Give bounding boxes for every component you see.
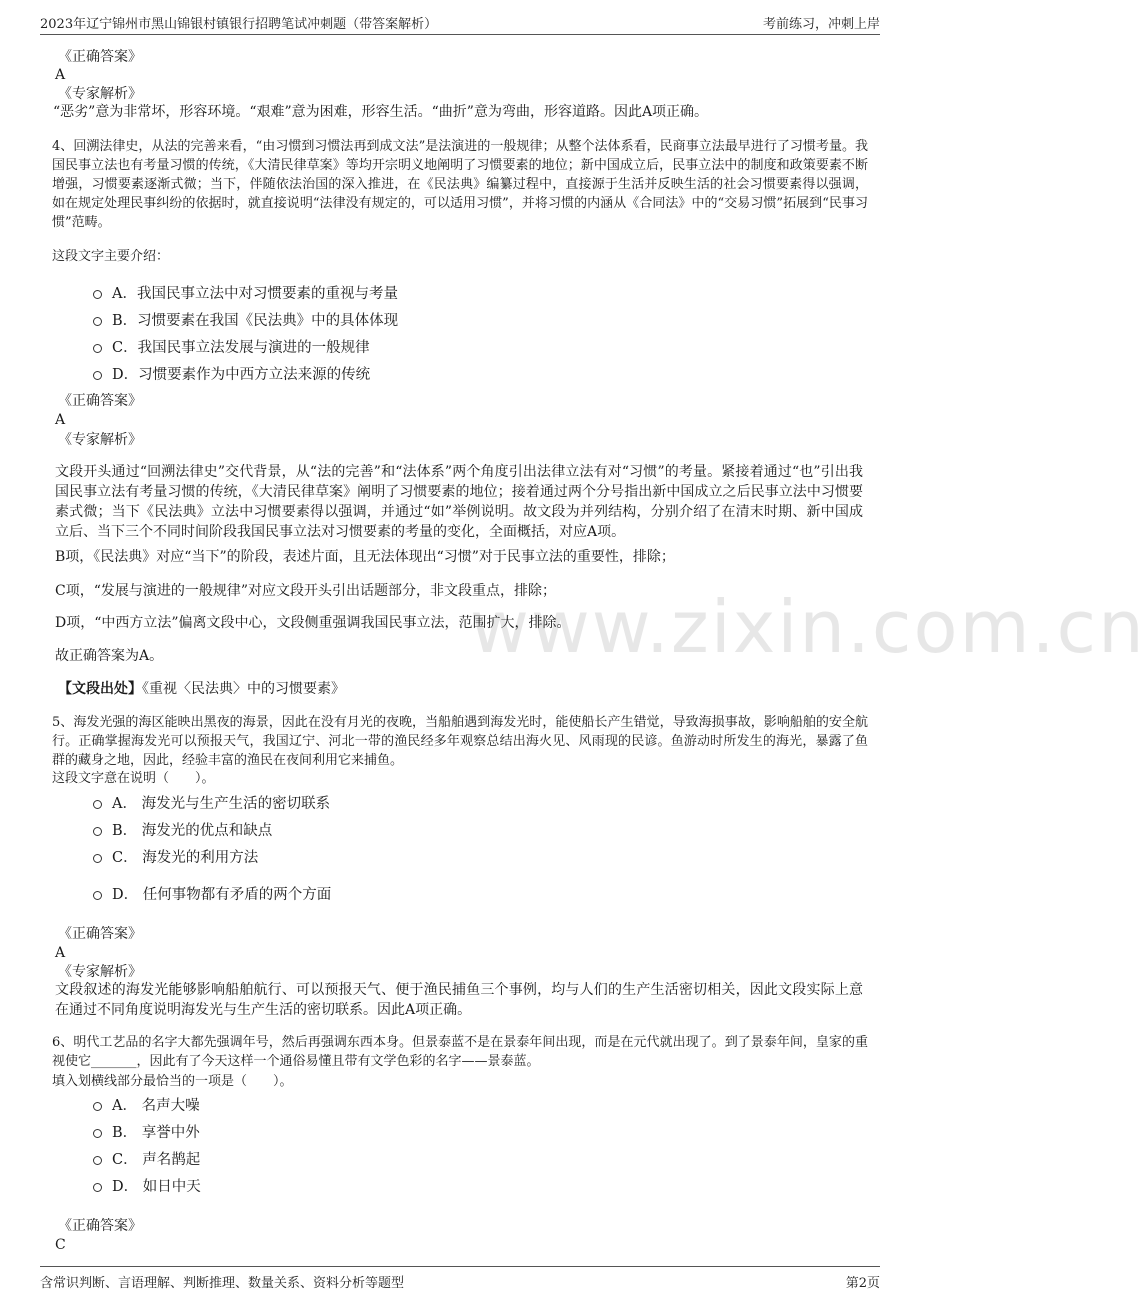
- analysis-text: D项，“中西方立法”偏离文段中心，文段侧重强调我国民事立法，范围扩大，排除。: [55, 615, 571, 631]
- header-slogan: 考前练习，冲刺上岸: [762, 17, 880, 32]
- option-d[interactable]: [93, 883, 331, 904]
- radio-icon[interactable]: [93, 371, 102, 380]
- radio-icon[interactable]: [93, 1129, 102, 1138]
- answer-label: 《正确答案》: [58, 926, 142, 942]
- option-a[interactable]: [93, 792, 330, 813]
- option-label: C．我国民事立法发展与演进的一般规律: [112, 340, 370, 356]
- analysis-text: “恶劣”意为非常坏，形容环境。“艰难”意为困难，形容生活。“曲折”意为弯曲，形容道路。因此A项正确。: [53, 104, 709, 120]
- option-label: A． 名声大噪: [112, 1098, 200, 1114]
- option-label: D．习惯要素作为中西方立法来源的传统: [112, 367, 371, 383]
- option-d[interactable]: [93, 1175, 201, 1196]
- option-label: B． 海发光的优点和缺点: [112, 823, 273, 839]
- answer-value: A: [55, 67, 66, 83]
- option-label: B．习惯要素在我国《民法典》中的具体体现: [112, 313, 399, 329]
- header-title: 2023年辽宁锦州市黑山锦银村镇银行招聘笔试冲刺题（带答案解析）: [40, 17, 438, 32]
- option-label: C． 声名鹊起: [112, 1152, 201, 1168]
- analysis-label: 《专家解析》: [58, 964, 142, 980]
- source-label: 【文段出处】: [58, 681, 142, 697]
- radio-icon[interactable]: [93, 290, 102, 299]
- option-label: C． 海发光的利用方法: [112, 850, 259, 866]
- analysis-text: B项，《民法典》对应“当下”的阶段，表述片面，且无法体现出“习惯”对于民事立法的重要性，排除；: [55, 549, 675, 565]
- footer-divider: [40, 1266, 880, 1267]
- option-a[interactable]: [93, 282, 398, 303]
- option-b[interactable]: [93, 819, 272, 840]
- answer-label: 《正确答案》: [58, 1218, 142, 1234]
- answer-label: 《正确答案》: [58, 393, 142, 409]
- option-c[interactable]: [93, 846, 258, 867]
- question-prompt: 填入划横线部分最恰当的一项是（ ）。: [52, 1074, 293, 1089]
- analysis-text: 文段叙述的海发光能够影响船舶航行、可以预报天气、便于渔民捕鱼三个事例，均与人们的生产生活密切相关，因此文段实际上意在通过不同角度说明海发光与生产生活的密切联系。因此A项正确。: [55, 982, 863, 1018]
- radio-icon[interactable]: [93, 854, 102, 863]
- radio-icon[interactable]: [93, 344, 102, 353]
- option-b[interactable]: [93, 309, 398, 330]
- radio-icon[interactable]: [93, 317, 102, 326]
- option-label: A．我国民事立法中对习惯要素的重视与考量: [112, 286, 398, 302]
- footer-note: 含常识判断、言语理解、判断推理、数量关系、资料分析等题型: [40, 1276, 405, 1291]
- option-label: D． 任何事物都有矛盾的两个方面: [112, 887, 332, 903]
- question-prompt: 这段文字主要介绍：: [52, 249, 170, 264]
- option-label: D． 如日中天: [112, 1179, 201, 1195]
- analysis-text: 文段开头通过“回溯法律史”交代背景，从“法的完善”和“法体系”两个角度引出法律立法有对“习惯”的考量。紧接着通过“也”引出我国民事立法有考量习惯的传统，《大清民律草案》阐明了习惯要素的地位；接着通过两个分号指出新中国成立之后民事立法中习惯要素式微；当下《民法典》立法中习惯要素得以强调，并通过“如”举例说明。故文段为并列结构，分别介绍了在清末时期、新中国成立后、当下三个不同时间阶段我国民事立法对习惯要素的考量的变化，全面概括，对应A项。: [55, 464, 863, 540]
- option-label: B． 享誉中外: [112, 1125, 200, 1141]
- question-stem: 4、回溯法律史，从法的完善来看，“由习惯到习惯法再到成文法”是法演进的一般规律；从整个法体系看，民商事立法最早进行了习惯考量。我国民事立法也有考量习惯的传统，《大清民律草案》等均开宗明义地阐明了习惯要素的地位；新中国成立后，民事立法中的制度和政策要素不断增强，习惯要素逐渐式微；当下，伴随依法治国的深入推进，在《民法典》编纂过程中，直接源于生活并反映生活的社会习惯要素得以强调，如在规定处理民事纠纷的依据时，就直接说明“法律没有规定的，可以适用习惯”，并将习惯的内涵从《合同法》中的“交易习惯”拓展到“民事习惯”范畴。: [52, 139, 868, 230]
- answer-value: C: [55, 1237, 66, 1253]
- header-divider: [40, 34, 880, 35]
- analysis-label: 《专家解析》: [58, 432, 142, 448]
- radio-icon[interactable]: [93, 1156, 102, 1165]
- option-d[interactable]: [93, 363, 370, 384]
- radio-icon[interactable]: [93, 1183, 102, 1192]
- radio-icon[interactable]: [93, 800, 102, 809]
- analysis-text: 故正确答案为A。: [55, 648, 164, 664]
- radio-icon[interactable]: [93, 827, 102, 836]
- option-c[interactable]: [93, 336, 370, 357]
- answer-label: 《正确答案》: [58, 49, 142, 65]
- source-title: 《重视〈民法典〉中的习惯要素》: [142, 681, 345, 697]
- analysis-label: 《专家解析》: [58, 86, 142, 102]
- option-b[interactable]: [93, 1121, 200, 1142]
- option-label: A． 海发光与生产生活的密切联系: [112, 796, 331, 812]
- question-prompt: 这段文字意在说明（ ）。: [52, 771, 215, 786]
- answer-value: A: [55, 945, 66, 961]
- question-stem: 5、海发光强的海区能映出黑夜的海景，因此在没有月光的夜晚，当船舶遇到海发光时，能使船长产生错觉，导致海损事故，影响船舶的安全航行。正确掌握海发光可以预报天气，我国辽宁、河北一带的渔民经多年观察总结出海火见、风雨现的民谚。鱼游动时所发生的海光，暴露了鱼群的藏身之地，因此，经验丰富的渔民在夜间利用它来捕鱼。: [52, 715, 868, 768]
- radio-icon[interactable]: [93, 1102, 102, 1111]
- page-number: 第2页: [845, 1276, 880, 1291]
- watermark: www.zixin.com.cn: [470, 585, 1146, 669]
- question-stem: 6、明代工艺品的名字大都先强调年号，然后再强调东西本身。但景泰蓝不是在景泰年间出现，而是在元代就出现了。到了景泰年间，皇家的重视使它_______，因此有了今天这样一个通俗易懂且带有文学色彩的名字——景泰蓝。: [52, 1035, 868, 1069]
- option-a[interactable]: [93, 1094, 200, 1115]
- radio-icon[interactable]: [93, 891, 102, 900]
- analysis-text: C项，“发展与演进的一般规律”对应文段开头引出话题部分，非文段重点，排除；: [55, 583, 557, 599]
- answer-value: A: [55, 412, 66, 428]
- option-c[interactable]: [93, 1148, 200, 1169]
- source-citation: [58, 679, 345, 699]
